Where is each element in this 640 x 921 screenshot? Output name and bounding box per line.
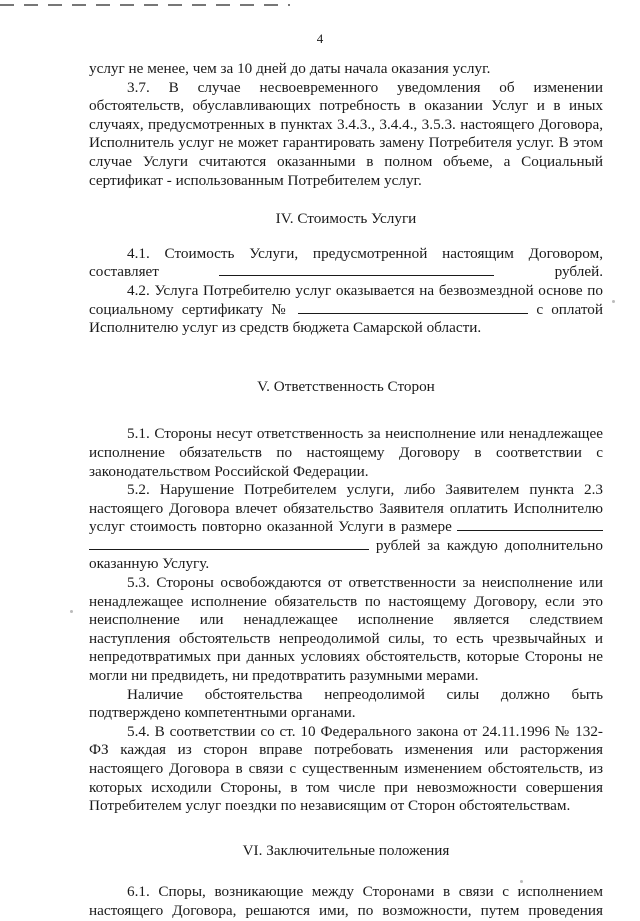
repeat-cost-blank-a [457,518,603,531]
paragraph-6-1: 6.1. Споры, возникающие между Сторонами в связи с исполнением настоящего Договора, решаются ими, по возможности, путем проведения [89,883,603,919]
scan-speck [612,300,615,303]
paragraph-5-2-tail: рублей за каждую дополнительно оказанную Услугу. [89,536,604,573]
cost-blank-line [219,263,494,276]
paragraph-4-2-text: 4.2. Услуга Потребителю услуг оказывается на безвозмездной основе по социальному сертификату № [89,281,603,318]
paragraph-5-3: 5.3. Стороны освобождаются от ответственности за неисполнение или ненадлежащее исполнение обязательств по настоящему Договору, если это неисполнение или ненадлежащее исполнение является следствием наступления обстоятельств непреодолимой силы, то есть чрезвычайных и непредотвратимых при данных условиях обстоятельств, которые Стороны не могли ни предвидеть, ни предотвратить разумными мерами. [89,574,603,685]
certificate-number-blank [298,301,528,314]
paragraph-5-4: 5.4. В соответствии со ст. 10 Федерального закона от 24.11.1996 № 132-ФЗ каждая из сторон вправе потребовать изменения или расторжения настоящего Договора в связи с существенным изменением обстоятельств, из которых исходили Стороны, в том числе при невозможности совершения Потребителем услуг поездки по независящим от Сторон обстоятельствам. [89,722,603,815]
paragraph-5-1: 5.1. Стороны несут ответственность за неисполнение или ненадлежащее исполнение обязательств по настоящему Договору в соответствии с законодательством Российской Федерации. [89,425,603,480]
section-5-heading: V. Ответственность Сторон [257,377,435,395]
paragraph-force-majeure-line2: подтверждено компетентными органами. [89,704,356,722]
paragraph-4-1-text: 4.1. Стоимость Услуги, предусмотренной настоящим Договором, составляет [89,244,603,281]
page-number: 4 [316,31,324,46]
paragraph-4-2 [89,282,603,338]
paragraph-3-6-end: услуг не менее, чем за 10 дней до даты начала оказания услуг. [89,60,491,77]
scan-speck [520,880,523,883]
paragraph-4-2-tail: с оплатой Исполнителю услуг из средств бюджета Самарской области. [89,300,603,337]
paragraph-force-majeure-line1: Наличие обстоятельства непреодолимой силы должно быть [127,685,603,703]
paragraph-3-7: 3.7. В случае несвоевременного уведомления об изменении обстоятельств, обуславливающих потребность в оказании Услуг и в иных случаях, предусмотренных в пунктах 3.4.3., 3.4.4., 3.5.3. настоящего Договора, Исполнитель услуг не может гарантировать замену Потребителя услуг. В этом случае Услуги считаются оказанными в полном объеме, а Социальный сертификат - использованным Потребителем услуг. [89,78,603,189]
repeat-cost-blank-b [89,537,369,550]
section-4-heading: IV. Стоимость Услуги [275,210,417,228]
scan-top-dashes [0,4,290,6]
paragraph-5-2 [89,481,603,574]
section-6-heading: VI. Заключительные положения [242,841,450,859]
document-body [89,60,603,921]
scan-speck [70,610,73,613]
paragraph-4-1-currency: рублей. [554,263,604,281]
paragraph-4-1 [89,245,603,282]
paragraph-5-2-text: 5.2. Нарушение Потребителем услуги, либо Заявителем пункта 2.3 настоящего Договора влечет обязательство Заявителя оплатить Исполнителю услуг стоимость повторно оказанной Услуги в размере [89,481,603,536]
